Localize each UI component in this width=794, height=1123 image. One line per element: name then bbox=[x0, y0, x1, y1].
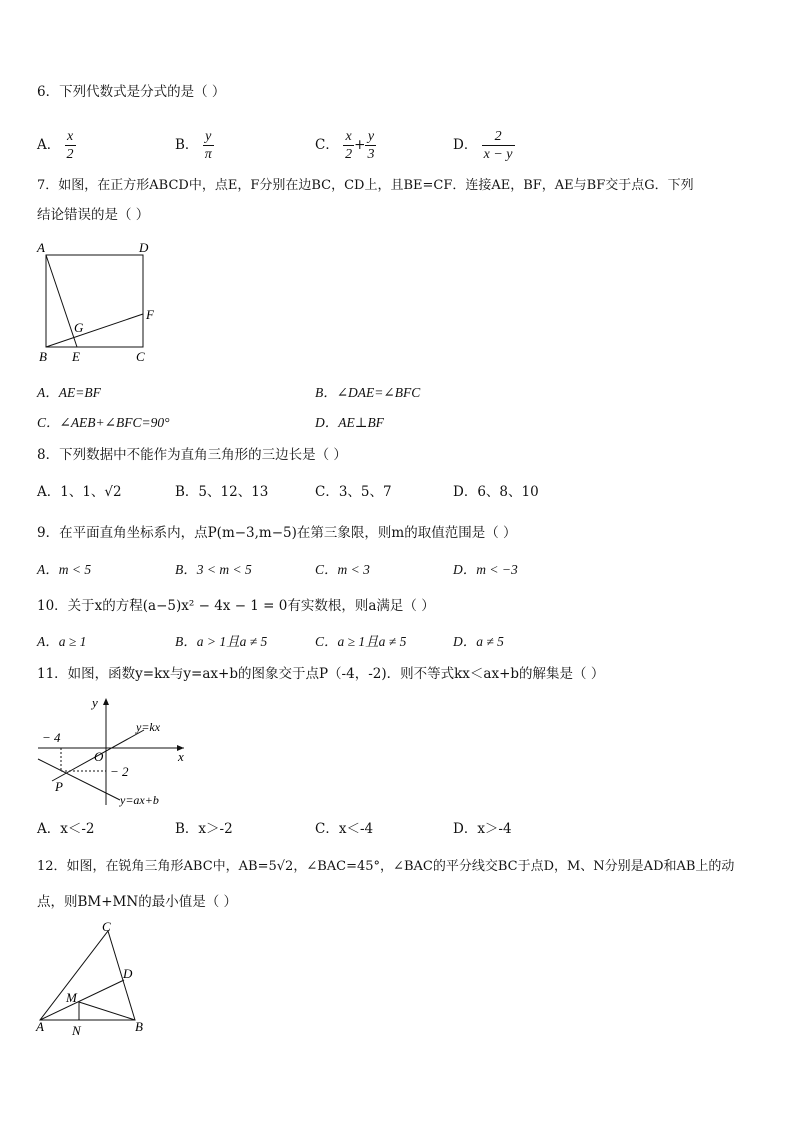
q12-triangle-figure bbox=[34, 921, 152, 1039]
q9-option-d[interactable]: D．m < −3 bbox=[453, 562, 518, 577]
bisector-ad bbox=[40, 980, 124, 1020]
label-m: M bbox=[66, 990, 77, 1005]
q7-option-a[interactable]: A．AE=BF bbox=[37, 385, 101, 400]
label-y-kx: y=kx bbox=[136, 720, 161, 734]
q8-option-b[interactable]: B．5、12、13 bbox=[175, 484, 269, 500]
option-label: A． bbox=[37, 137, 61, 153]
q9-stem: 9．在平面直角坐标系内，点P(m−3,m−5)在第三象限，则m的取值范围是（ ） bbox=[37, 525, 517, 541]
label-o: O bbox=[94, 749, 104, 764]
q9-option-c[interactable]: C．m < 3 bbox=[315, 562, 370, 577]
label-c: C bbox=[102, 921, 111, 934]
option-label: D． bbox=[453, 137, 478, 153]
q7-square-figure bbox=[34, 237, 164, 367]
fraction: $\frac{y}{\pi}$ bbox=[204, 129, 212, 162]
label-n: N bbox=[72, 1023, 81, 1038]
q7-option-b[interactable]: B．∠DAE=∠BFC bbox=[315, 385, 421, 400]
label-x: x bbox=[178, 749, 184, 764]
option-label: C． bbox=[315, 137, 339, 153]
q6-option-c[interactable] bbox=[315, 128, 376, 163]
line-y-ax-b bbox=[38, 759, 120, 800]
triangle-abc bbox=[40, 931, 135, 1020]
fraction: $\frac{y}{3}$ bbox=[367, 129, 375, 162]
label-a: A bbox=[37, 240, 45, 255]
segment-bm bbox=[79, 1002, 135, 1020]
label-d: D bbox=[139, 240, 149, 255]
fraction: $\frac{x}{2}$ bbox=[66, 129, 74, 162]
q8-option-d[interactable]: D．6、8、10 bbox=[453, 484, 539, 500]
label-minus-2: − 2 bbox=[110, 764, 129, 779]
label-c: C bbox=[136, 349, 145, 364]
q11-graph-figure bbox=[34, 693, 194, 811]
label-b: B bbox=[39, 349, 47, 364]
q10-option-d[interactable]: D．a ≠ 5 bbox=[453, 634, 504, 649]
q11-stem: 11．如图，函数y=kx与y=ax+b的图象交于点P（-4，-2)．则不等式kx＜ax+b的解集是（ ） bbox=[37, 666, 605, 682]
q10-option-b[interactable]: B．a > 1且a ≠ 5 bbox=[175, 634, 268, 649]
label-b: B bbox=[135, 1019, 143, 1034]
label-y-ax-b: y=ax+b bbox=[120, 793, 159, 807]
q7-stem-line1: 7．如图，在正方形ABCD中，点E，F分别在边BC，CD上，且BE=CF．连接AE，BF，AE与BF交于点G．下列 bbox=[37, 178, 694, 193]
q12-stem-line1: 12．如图，在锐角三角形ABC中，AB=5√2，∠BAC=45°，∠BAC的平分线交BC于点D，M、N分别是AD和AB上的动 bbox=[37, 859, 735, 874]
segment-ae bbox=[46, 255, 77, 347]
q9-option-b[interactable]: B．3 < m < 5 bbox=[175, 562, 252, 577]
q8-stem: 8．下列数据中不能作为直角三角形的三边长是（ ） bbox=[37, 447, 347, 463]
label-a: A bbox=[36, 1019, 44, 1034]
segment-bf bbox=[46, 314, 143, 347]
q8-option-c[interactable]: C．3、5、7 bbox=[315, 484, 392, 500]
q10-stem: 10．关于x的方程(a−5)x² − 4x − 1 = 0有实数根，则a满足（ ） bbox=[37, 598, 435, 614]
label-f: F bbox=[146, 307, 154, 322]
q7-stem-line2: 结论错误的是（ ） bbox=[37, 207, 150, 223]
fraction: $\frac{x}{2}$ bbox=[345, 129, 353, 162]
q11-option-a[interactable]: A．x＜-2 bbox=[37, 821, 95, 837]
q7-option-c[interactable]: C．∠AEB+∠BFC=90° bbox=[37, 415, 170, 430]
label-p: P bbox=[55, 779, 63, 794]
square-abcd bbox=[46, 255, 143, 347]
q11-option-c[interactable]: C．x＜-4 bbox=[315, 821, 374, 837]
q11-option-d[interactable]: D．x＞-4 bbox=[453, 821, 512, 837]
q10-option-c[interactable]: C．a ≥ 1且a ≠ 5 bbox=[315, 634, 407, 649]
q9-option-a[interactable]: A．m < 5 bbox=[37, 562, 92, 577]
q6-stem: 6．下列代数式是分式的是（ ） bbox=[37, 84, 226, 100]
option-label: B． bbox=[175, 137, 199, 153]
label-y: y bbox=[92, 695, 98, 710]
q12-stem-line2: 点，则BM+MN的最小值是（ ） bbox=[37, 894, 237, 910]
label-e: E bbox=[72, 349, 80, 364]
q6-option-b[interactable] bbox=[175, 128, 214, 163]
label-minus-4: − 4 bbox=[42, 730, 61, 745]
q7-option-d[interactable]: D．AE⊥BF bbox=[315, 415, 384, 430]
q6-option-a[interactable] bbox=[37, 128, 76, 163]
fraction: $\frac{2}{x - y}$ bbox=[483, 129, 513, 162]
y-axis-arrow bbox=[103, 698, 109, 705]
q8-option-a[interactable]: A．1、1、√2 bbox=[37, 484, 122, 500]
plus-sign: + bbox=[354, 137, 366, 153]
q11-option-b[interactable]: B．x＞-2 bbox=[175, 821, 233, 837]
q10-option-a[interactable]: A．a ≥ 1 bbox=[37, 634, 87, 649]
label-g: G bbox=[74, 320, 84, 335]
label-d: D bbox=[123, 966, 133, 981]
q6-option-d[interactable] bbox=[453, 128, 515, 163]
